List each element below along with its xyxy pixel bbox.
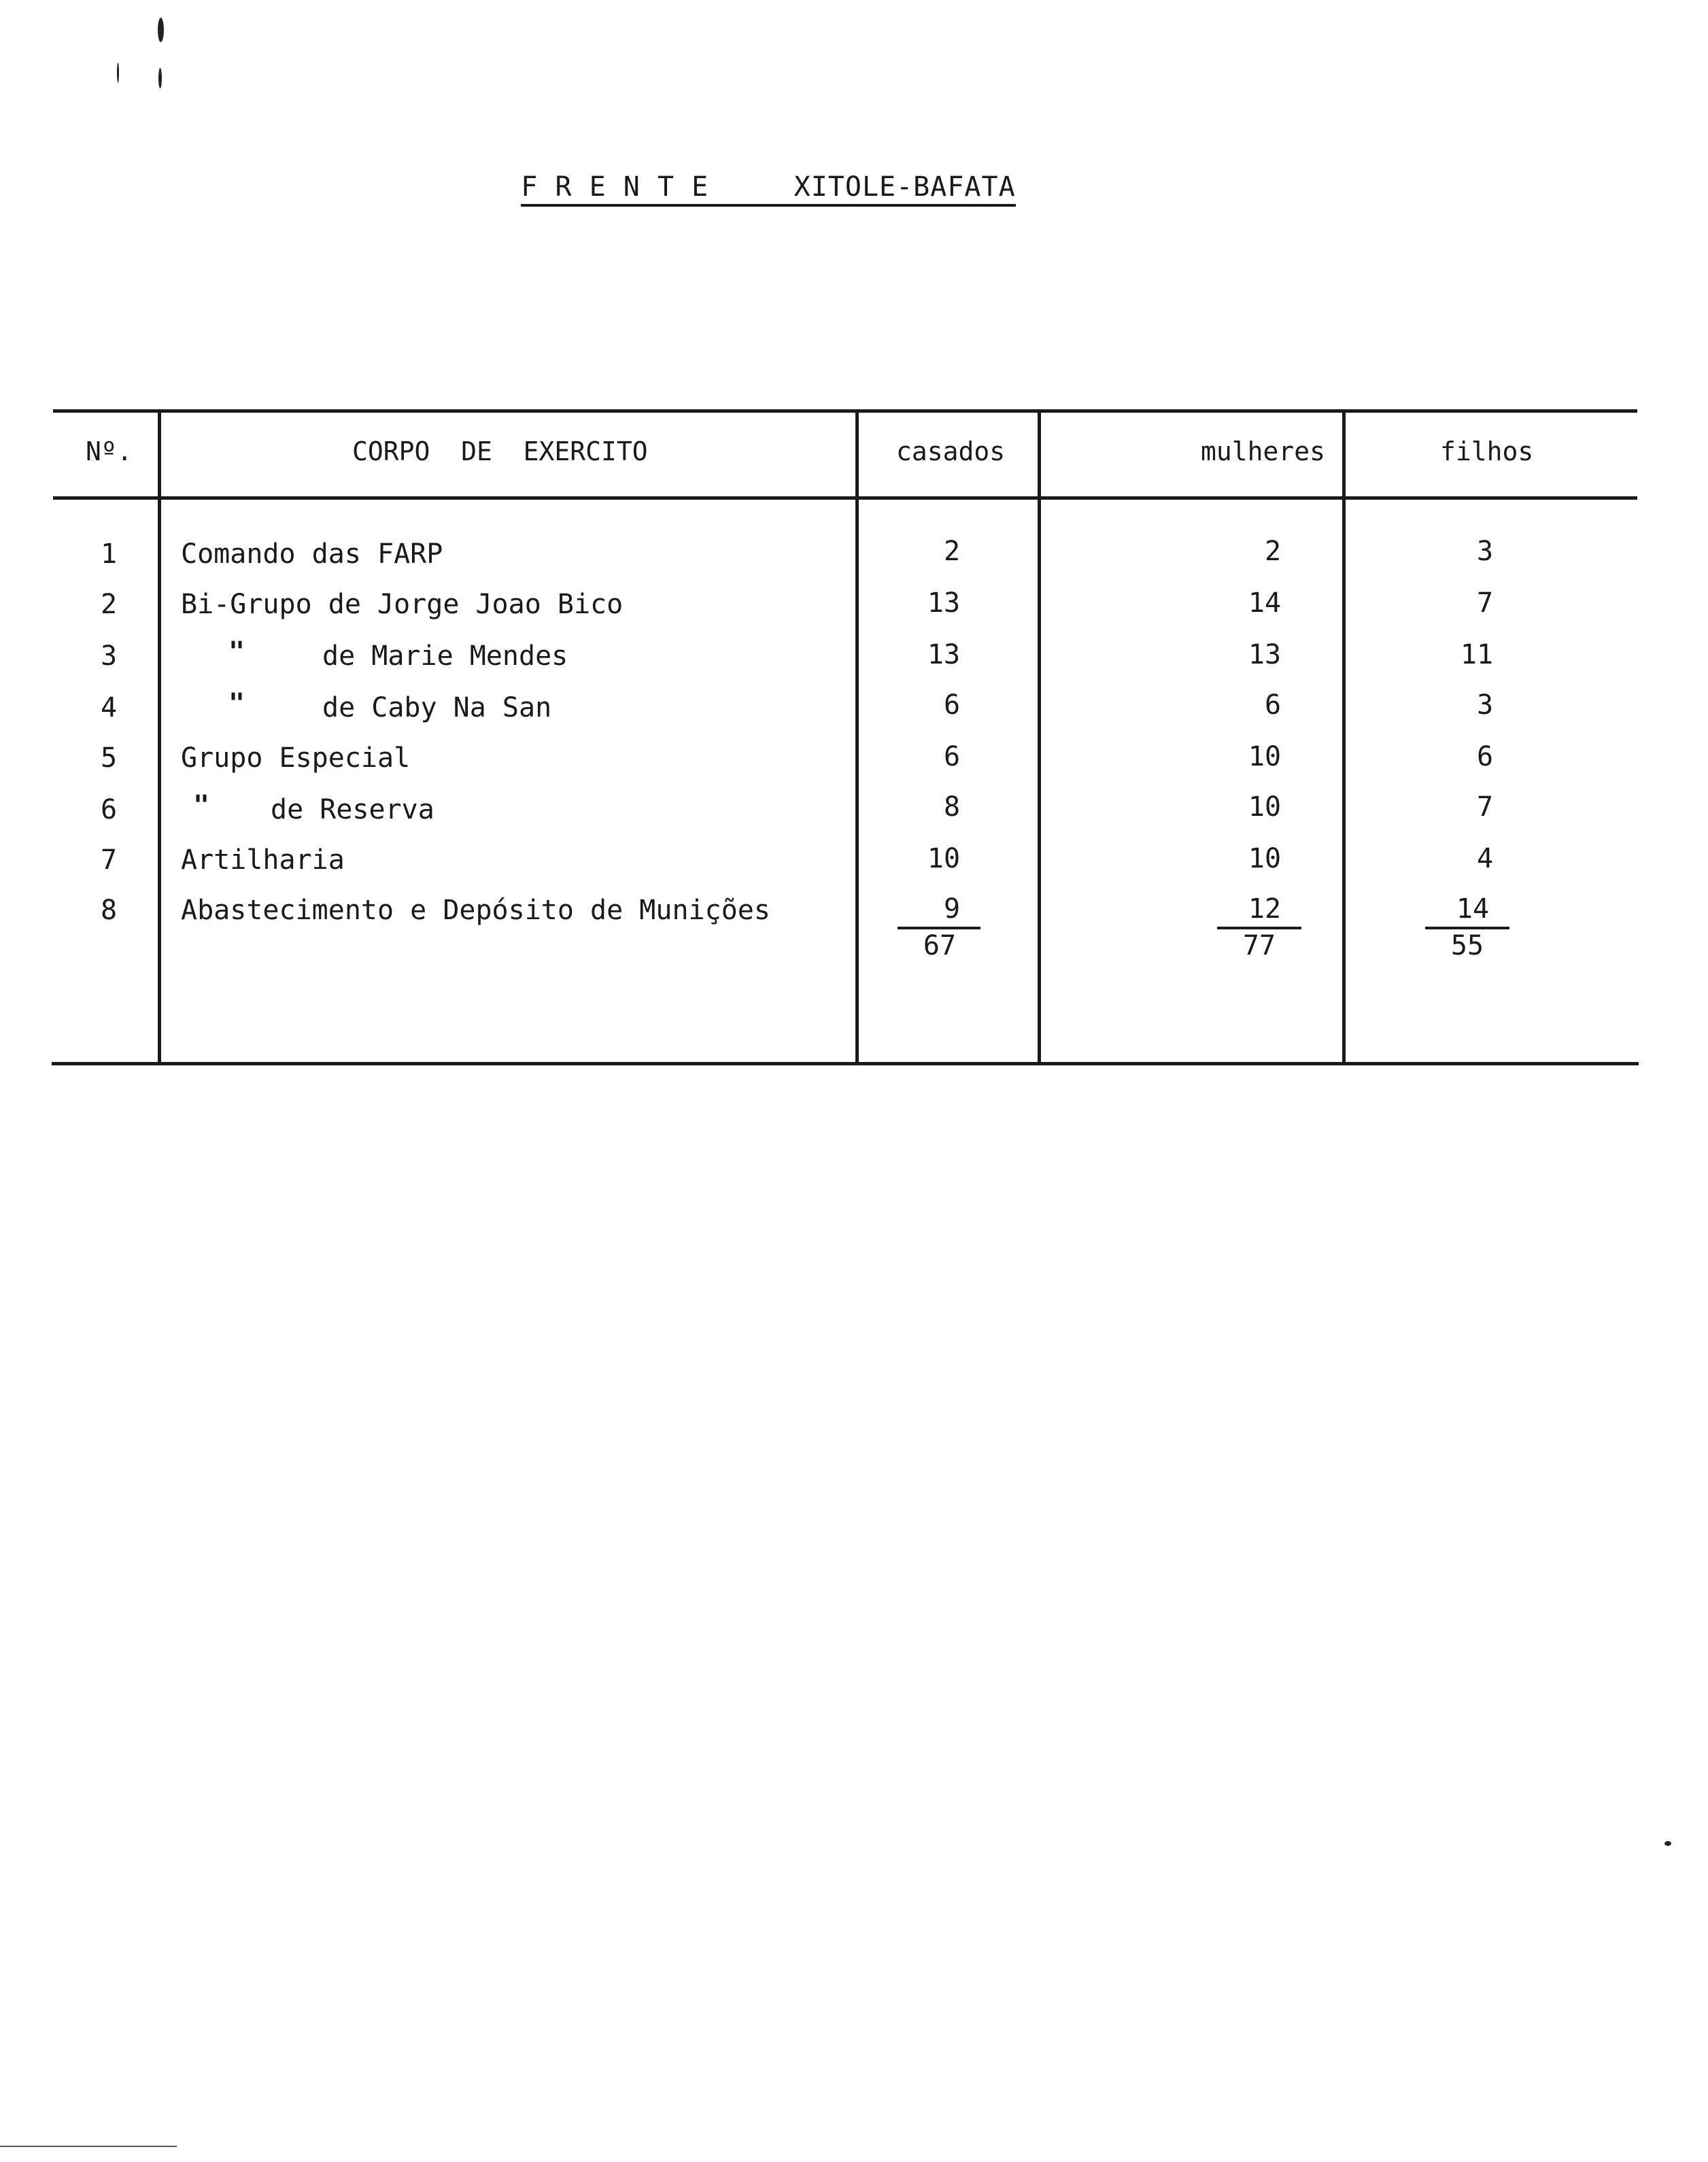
header-mulheres: mulheres xyxy=(1201,436,1326,466)
row-mulheres: 12 xyxy=(1248,893,1282,925)
row-filhos: 3 xyxy=(1476,689,1494,721)
row-mulheres: 2 xyxy=(1264,536,1282,567)
sum-rule-casados xyxy=(898,927,980,929)
row-filhos: 11 xyxy=(1460,639,1494,670)
total-mulheres: 77 xyxy=(1242,930,1276,961)
row-mulheres: 13 xyxy=(1248,639,1282,670)
column-divider xyxy=(855,409,859,1065)
total-filhos: 55 xyxy=(1450,930,1484,961)
scan-mark xyxy=(158,68,162,88)
sum-rule-filhos xyxy=(1425,927,1509,929)
row-corpo: Artilharia xyxy=(181,844,345,876)
header-corpo: CORPO DE EXERCITO xyxy=(352,436,648,466)
row-number: 5 xyxy=(100,742,118,774)
row-corpo: de Reserva xyxy=(271,794,434,825)
row-mulheres: 6 xyxy=(1264,689,1282,721)
row-casados: 9 xyxy=(943,893,961,925)
row-corpo: de Caby Na San xyxy=(322,692,552,723)
row-casados: 13 xyxy=(927,587,961,619)
column-divider xyxy=(158,409,161,1065)
table-header-rule xyxy=(53,496,1637,500)
row-casados: 6 xyxy=(943,689,961,721)
table-top-rule xyxy=(53,409,1637,413)
row-corpo: de Marie Mendes xyxy=(322,640,568,672)
row-number: 6 xyxy=(100,794,118,825)
row-casados: 2 xyxy=(943,536,961,567)
row-casados: 13 xyxy=(927,639,961,670)
ditto-mark: " xyxy=(228,636,245,668)
row-number: 8 xyxy=(100,895,118,926)
row-corpo: Comando das FARP xyxy=(181,538,443,570)
data-table xyxy=(53,409,1637,1067)
row-corpo: Bi-Grupo de Jorge Joao Bico xyxy=(181,589,624,620)
row-mulheres: 10 xyxy=(1248,791,1282,823)
total-casados: 67 xyxy=(923,930,957,961)
row-filhos: 6 xyxy=(1476,741,1494,772)
row-number: 2 xyxy=(100,589,118,620)
column-divider xyxy=(1342,409,1346,1065)
row-filhos: 3 xyxy=(1476,536,1494,567)
row-number: 7 xyxy=(100,844,118,876)
row-number: 1 xyxy=(100,538,118,570)
document-title xyxy=(0,171,1537,207)
row-number: 4 xyxy=(100,692,118,723)
row-mulheres: 10 xyxy=(1248,843,1282,874)
row-filhos: 7 xyxy=(1476,587,1494,619)
scan-edge-line xyxy=(0,2146,177,2147)
sum-rule-mulheres xyxy=(1217,927,1301,929)
row-mulheres: 10 xyxy=(1248,741,1282,772)
row-filhos: 7 xyxy=(1476,791,1494,823)
ditto-mark: " xyxy=(228,688,245,719)
table-bottom-rule xyxy=(52,1062,1639,1065)
header-no: Nº. xyxy=(86,436,133,466)
document-title-text: F R E N T E XITOLE-BAFATA xyxy=(521,171,1015,207)
row-filhos: 14 xyxy=(1456,893,1490,925)
row-casados: 8 xyxy=(943,791,961,823)
scan-mark xyxy=(1664,1841,1671,1846)
header-casados: casados xyxy=(896,436,1006,466)
row-filhos: 4 xyxy=(1476,843,1494,874)
row-mulheres: 14 xyxy=(1248,587,1282,619)
scan-mark xyxy=(158,18,164,42)
header-filhos: filhos xyxy=(1440,436,1534,466)
row-casados: 6 xyxy=(943,741,961,772)
row-corpo: Grupo Especial xyxy=(181,742,411,774)
row-number: 3 xyxy=(100,640,118,672)
scan-mark xyxy=(117,63,119,83)
ditto-mark: " xyxy=(193,790,210,821)
row-corpo: Abastecimento e Depósito de Munições xyxy=(181,895,770,926)
row-casados: 10 xyxy=(927,843,961,874)
column-divider xyxy=(1038,409,1041,1065)
